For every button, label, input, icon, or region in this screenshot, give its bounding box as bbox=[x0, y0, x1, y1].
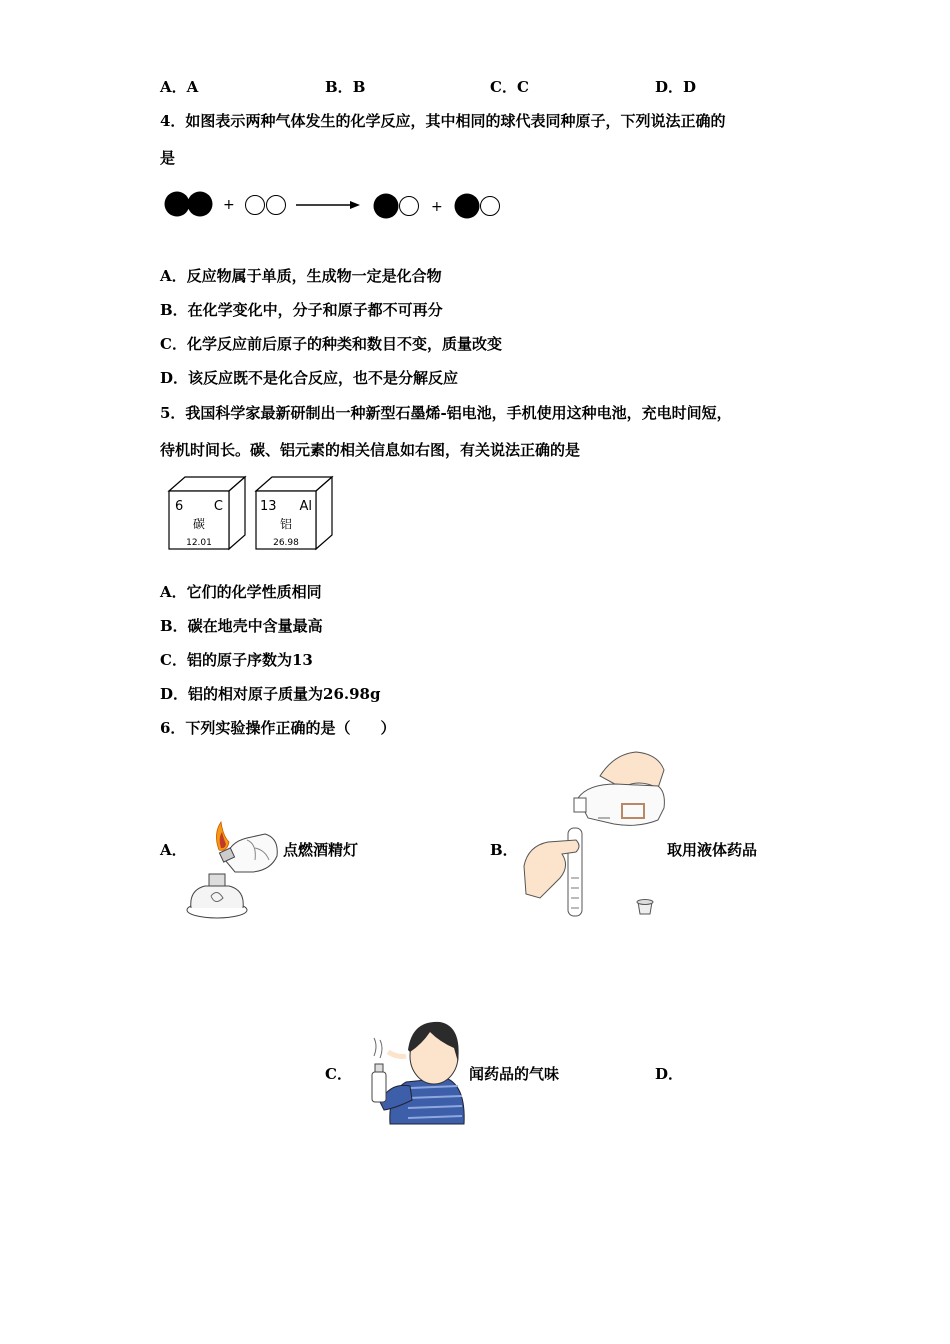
q5-stem-line2: 待机时间长。碳、铝元素的相关信息如右图，有关说法正确的是 bbox=[160, 441, 581, 459]
q4-stem-line1: 4．如图表示两种气体发生的化学反应，其中相同的球代表同种原子，下列说法正确的 bbox=[160, 112, 726, 130]
q4-option-d: D．该反应既不是化合反应，也不是分解反应 bbox=[160, 369, 459, 387]
alcohol-lamp-illustration bbox=[185, 820, 285, 925]
q3-option-a: A．A bbox=[160, 78, 199, 96]
aluminum-mass: 26.98 bbox=[273, 538, 299, 548]
q4-option-b: B．在化学变化中，分子和原子都不可再分 bbox=[160, 301, 443, 319]
q6-option-a-caption: 点燃酒精灯 bbox=[283, 841, 359, 859]
reaction-diagram bbox=[160, 185, 510, 225]
element-cells bbox=[165, 475, 340, 555]
q6-option-b-caption: 取用液体药品 bbox=[667, 841, 758, 859]
q3-option-d: D．D bbox=[655, 78, 697, 96]
q6-option-c-letter: C． bbox=[325, 1065, 352, 1083]
product-molecule-2 bbox=[455, 194, 500, 219]
plus-sign-2: + bbox=[431, 199, 443, 215]
liquid-pouring-illustration bbox=[518, 748, 668, 926]
q5-option-c: C．铝的原子序数为13 bbox=[160, 651, 313, 669]
aluminum-symbol: Al bbox=[299, 499, 312, 514]
reactant-molecule-white bbox=[246, 196, 286, 215]
q6-option-b-letter: B． bbox=[490, 841, 518, 859]
aluminum-number: 13 bbox=[260, 499, 277, 514]
carbon-number: 6 bbox=[175, 499, 184, 514]
q5-option-b: B．碳在地壳中含量最高 bbox=[160, 617, 323, 635]
q6-option-c-caption: 闻药品的气味 bbox=[469, 1065, 560, 1083]
q6-stem: 6．下列实验操作正确的是（ ） bbox=[160, 719, 396, 737]
q6-option-a-letter: A． bbox=[160, 841, 187, 859]
q4-stem-line2: 是 bbox=[160, 149, 176, 167]
carbon-symbol: C bbox=[213, 499, 223, 514]
aluminum-cell bbox=[256, 477, 332, 549]
product-molecule-1 bbox=[374, 194, 419, 219]
smelling-student-illustration bbox=[350, 1012, 470, 1127]
q5-option-d: D．铝的相对原子质量为26.98g bbox=[160, 685, 381, 703]
q5-option-a: A．它们的化学性质相同 bbox=[160, 583, 322, 601]
reaction-arrow bbox=[296, 201, 360, 209]
reactant-molecule-black bbox=[165, 192, 213, 217]
carbon-name: 碳 bbox=[192, 517, 206, 531]
q4-option-a: A．反应物属于单质，生成物一定是化合物 bbox=[160, 267, 442, 285]
q5-stem-line1: 5．我国科学家最新研制出一种新型石墨烯-铝电池，手机使用这种电池，充电时间短， bbox=[160, 404, 732, 422]
carbon-mass: 12.01 bbox=[186, 538, 212, 548]
q4-option-c: C．化学反应前后原子的种类和数目不变，质量改变 bbox=[160, 335, 502, 353]
plus-sign-1: + bbox=[223, 197, 235, 213]
q6-option-d-letter: D． bbox=[655, 1065, 684, 1083]
q3-option-b: B．B bbox=[325, 78, 366, 96]
carbon-cell bbox=[169, 477, 245, 549]
q3-option-c: C．C bbox=[490, 78, 529, 96]
aluminum-name: 铝 bbox=[279, 517, 293, 531]
